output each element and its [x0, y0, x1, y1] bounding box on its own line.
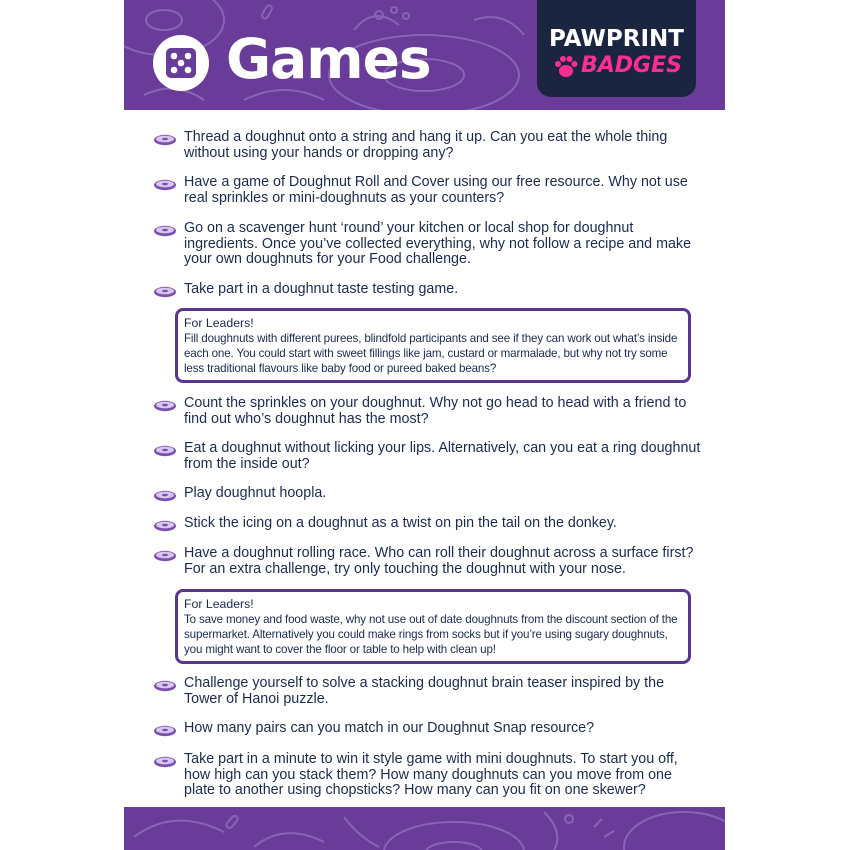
- logo-text-pawprint: PAWPRINT: [549, 26, 684, 52]
- doughnut-icon: [153, 400, 177, 412]
- doughnut-icon: [153, 725, 177, 737]
- logo-badges-row: [553, 52, 696, 82]
- item-text: Stick the icing on a doughnut as a twist on pin the tail on the donkey.: [184, 515, 617, 531]
- item-text: Eat a doughnut without licking your lips. Alternatively, can you eat a ring doughnut from the inside out?: [184, 440, 701, 472]
- pawprint-badges-logo: [537, 0, 696, 97]
- doughnut-icon: [153, 680, 177, 692]
- leader-tip-body: To save money and food waste, why not use out of date doughnuts from the discount section of the supermarket. Alternatively you could make rings from socks but if you’re using sugary doughnuts, you might want to cover the floor or table to help with clean up!: [184, 613, 678, 656]
- leader-tip-title: For Leaders!: [184, 316, 254, 330]
- item-text: Have a game of Doughnut Roll and Cover using our free resource. Why not use real sprinkles or mini-doughnuts as your counters?: [184, 174, 688, 206]
- leader-tip-box: [175, 308, 691, 383]
- doughnut-icon: [153, 756, 177, 768]
- activity-page: [124, 0, 725, 850]
- item-text: How many pairs can you match in our Doughnut Snap resource?: [184, 720, 595, 736]
- item-text: Take part in a minute to win it style game with mini doughnuts. To start you off, how high can you stack them? How many doughnuts can you move from one plate to another using chopsticks? How many can you fit on one skewer?: [184, 751, 678, 799]
- doughnut-icon: [153, 445, 177, 457]
- doughnut-icon: [153, 286, 177, 298]
- dice-icon: [152, 34, 210, 92]
- logo-text-badges: BADGES: [581, 53, 682, 78]
- doughnut-icon: [153, 134, 177, 146]
- doughnut-icon: [153, 179, 177, 191]
- doughnut-icon: [153, 490, 177, 502]
- item-text: Take part in a doughnut taste testing game.: [184, 281, 459, 297]
- item-text: Count the sprinkles on your doughnut. Why not go head to head with a friend to find out who’s doughnut has the most?: [184, 395, 687, 427]
- page-header: [124, 0, 725, 110]
- doughnut-icon: [153, 225, 177, 237]
- item-text: Challenge yourself to solve a stacking doughnut brain teaser inspired by the Tower of Hanoi puzzle.: [184, 675, 665, 707]
- doughnut-icon: [153, 520, 177, 532]
- item-text: Have a doughnut rolling race. Who can roll their doughnut across a surface first? For an extra challenge, try only touching the doughnut with your nose.: [184, 545, 694, 577]
- item-text: Go on a scavenger hunt ‘round’ your kitchen or local shop for doughnut ingredients. Once you’ve collected everything, why not follow a recipe and make your own doughnuts for your Food challenge.: [184, 220, 692, 268]
- doughnut-pattern-decoration: [124, 807, 725, 850]
- page-title: Games: [226, 27, 431, 91]
- leader-tip-title: For Leaders!: [184, 597, 254, 611]
- paw-icon: [553, 54, 579, 80]
- item-text: Play doughnut hoopla.: [184, 485, 327, 501]
- item-text: Thread a doughnut onto a string and hang it up. Can you eat the whole thing without using your hands or dropping any?: [184, 129, 668, 161]
- leader-tip-body: Fill doughnuts with different purees, blindfold participants and see if they can work out what’s inside each one. You could start with sweet fillings like jam, custard or marmalade, but why not try some less traditional flavours like baby food or pureed baked beans?: [184, 332, 678, 375]
- leader-tip-box: [175, 589, 691, 664]
- doughnut-icon: [153, 550, 177, 562]
- page-footer: [124, 807, 725, 850]
